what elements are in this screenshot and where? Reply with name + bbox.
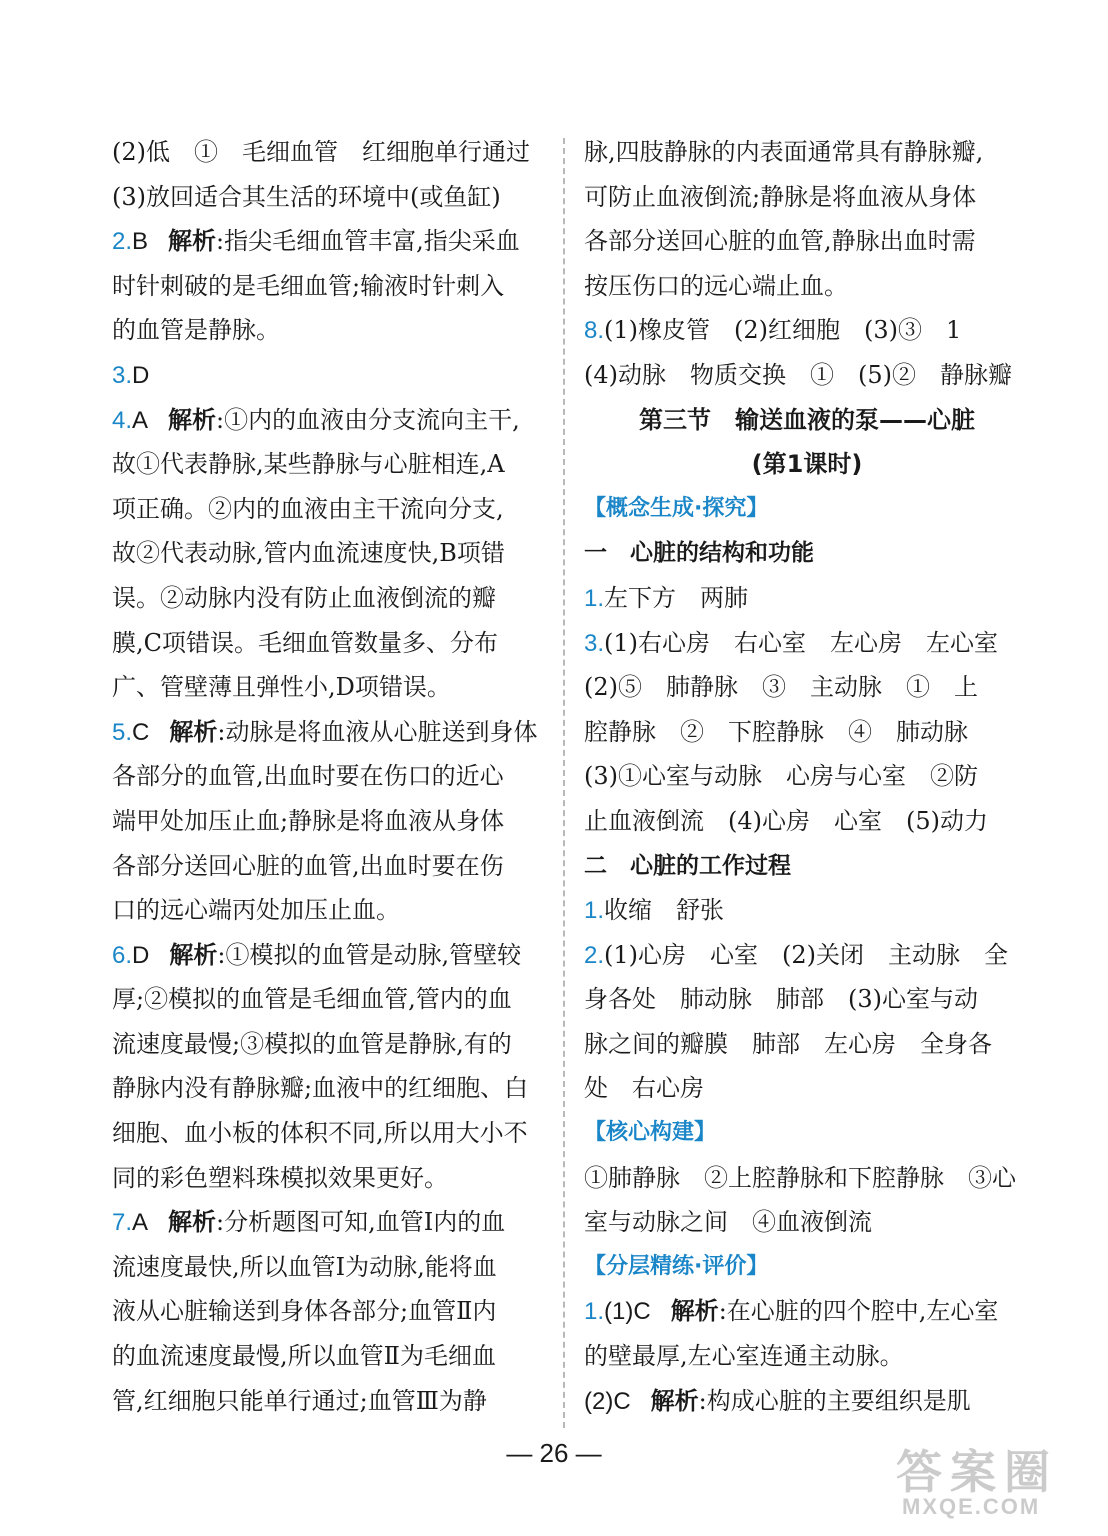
line-text: (1)心房 心室 (2)关闭 主动脉 全: [604, 940, 1009, 969]
subsection-heading: 一 心脏的结构和功能: [584, 540, 814, 567]
question-number: 2.: [584, 941, 605, 969]
page-number: — 26 —: [506, 1438, 602, 1468]
line-text: 液从心脏输送到身体各部分;血管Ⅱ内: [112, 1297, 497, 1326]
answer-choice: B: [132, 228, 149, 256]
text-line: [584, 621, 1030, 666]
text-line: [584, 888, 1030, 933]
text-line: [112, 621, 542, 666]
line-text: 止血液倒流 (4)心房 心室 (5)动力: [584, 806, 988, 835]
analysis-label: 解析: [168, 405, 217, 434]
text-line: [112, 844, 542, 889]
text-line: [584, 353, 1030, 398]
line-text: 厚;②模拟的血管是毛细血管,管内的血: [112, 985, 512, 1014]
text-line: [584, 130, 1030, 175]
text-line: [112, 1245, 542, 1290]
text-line: [112, 1289, 542, 1334]
question-number: 2.: [112, 228, 133, 256]
text-line: [112, 799, 542, 844]
left-column: [112, 130, 542, 1423]
line-text: 端甲处加压止血;静脉是将血液从身体: [112, 806, 505, 835]
text-line: [584, 1022, 1030, 1067]
text-line: [112, 1066, 542, 1111]
text-line: [584, 1200, 1030, 1245]
text-line: [112, 175, 542, 220]
text-line: [112, 576, 542, 621]
line-text: ①肺静脉 ②上腔静脉和下腔静脉 ③心: [584, 1163, 1016, 1192]
question-number: 7.: [112, 1209, 133, 1237]
analysis-label: 解析: [650, 1386, 699, 1415]
line-text: 各部分的血管,出血时要在伤口的近心: [112, 762, 504, 791]
line-text: :指尖毛细血管丰富,指尖采血: [216, 227, 520, 256]
line-text: (3)①心室与动脉 心房与心室 ②防: [584, 762, 978, 791]
section-tag: 【分层精练·评价】: [584, 1253, 769, 1279]
section-heading: 第三节 输送血液的泵——心脏: [639, 405, 975, 434]
answer-choice: (2)C: [584, 1387, 631, 1415]
line-text: 时针刺破的是毛细血管;输液时针刺入: [112, 271, 505, 300]
text-line: [112, 353, 542, 398]
right-column: [584, 130, 1030, 1423]
text-line: [584, 1289, 1030, 1334]
line-text: (3)放回适合其生活的环境中(或鱼缸): [112, 182, 501, 211]
text-line: [112, 754, 542, 799]
line-text: 可防止血液倒流;静脉是将血液从身体: [584, 182, 977, 211]
text-line: [112, 130, 542, 175]
question-number: 1.: [584, 584, 605, 612]
analysis-label: 解析: [169, 717, 218, 746]
text-line: [584, 977, 1030, 1022]
question-number: 8.: [584, 317, 605, 345]
subsection-heading: 二 心脏的工作过程: [584, 852, 791, 879]
line-text: 收缩 舒张: [604, 896, 725, 925]
text-line: [112, 487, 542, 532]
text-line: [584, 219, 1030, 264]
line-text: :①模拟的血管是动脉,管壁较: [217, 940, 522, 969]
text-line: [584, 264, 1030, 309]
line-text: 广、管壁薄且弹性小,D项错误。: [112, 673, 451, 702]
question-number: 1.: [584, 897, 605, 925]
text-line: [584, 933, 1030, 978]
text-line: [584, 1156, 1030, 1201]
line-text: 管,红细胞只能单行通过;血管Ⅲ为静: [112, 1386, 487, 1415]
line-text: 膜,C项错误。毛细血管数量多、分布: [112, 628, 498, 657]
question-number: 3.: [112, 361, 133, 389]
text-line: [584, 1334, 1030, 1379]
text-line: [112, 1111, 542, 1156]
text-line: [584, 175, 1030, 220]
text-line: [584, 665, 1030, 710]
answer-choice: D: [132, 361, 150, 389]
answer-choice: A: [132, 1209, 149, 1237]
line-text: 的血流速度最慢,所以血管Ⅱ为毛细血: [112, 1342, 496, 1371]
line-text: 腔静脉 ② 下腔静脉 ④ 肺动脉: [584, 717, 968, 746]
watermark-logo: [884, 1436, 1094, 1522]
question-number: 6.: [112, 941, 133, 969]
question-number: 5.: [112, 718, 133, 746]
answer-choice: D: [132, 941, 150, 969]
line-text: 的血管是静脉。: [112, 316, 280, 345]
line-text: 细胞、血小板的体积不同,所以用大小不: [112, 1119, 528, 1148]
text-line: [112, 1334, 542, 1379]
line-text: 室与动脉之间 ④血液倒流: [584, 1208, 872, 1237]
text-line: [584, 710, 1030, 755]
line-text: (4)动脉 物质交换 ① (5)② 静脉瓣: [584, 360, 1012, 389]
text-line: [584, 1379, 1030, 1424]
line-text: 静脉内没有静脉瓣;血液中的红细胞、白: [112, 1074, 529, 1103]
section-tag: 【概念生成·探究】: [584, 495, 769, 521]
line-text: :分析题图可知,血管Ⅰ内的血: [216, 1208, 506, 1237]
line-text: (1)右心房 右心室 左心房 左心室: [604, 628, 999, 657]
line-text: 同的彩色塑料珠模拟效果更好。: [112, 1163, 448, 1192]
text-line: [584, 308, 1030, 353]
analysis-label: 解析: [670, 1297, 719, 1326]
watermark-url: MXQE.COM: [902, 1494, 1041, 1519]
text-line: [112, 531, 542, 576]
text-line: [112, 933, 542, 978]
text-line: [112, 710, 542, 755]
text-line: [112, 665, 542, 710]
answer-choice: C: [132, 718, 150, 746]
line-text: 口的远心端丙处加压止血。: [112, 896, 400, 925]
answer-choice: (1)C: [604, 1298, 651, 1326]
text-line: [112, 264, 542, 309]
text-line: [112, 219, 542, 264]
section-tag: 【核心构建】: [584, 1120, 717, 1146]
line-text: 故②代表动脉,管内血流速度快,B项错: [112, 539, 505, 568]
line-text: 的壁最厚,左心室连通主动脉。: [584, 1342, 904, 1371]
line-text: (2)⑤ 肺静脉 ③ 主动脉 ① 上: [584, 673, 978, 702]
line-text: :动脉是将血液从心脏送到身体: [217, 717, 538, 746]
line-text: 处 右心房: [584, 1074, 704, 1103]
line-text: :在心脏的四个腔中,左心室: [718, 1297, 999, 1326]
text-line: [584, 576, 1030, 621]
line-text: 脉,四肢静脉的内表面通常具有静脉瓣,: [584, 138, 984, 166]
answer-choice: A: [132, 406, 149, 434]
text-line: [112, 1379, 542, 1424]
text-line: [112, 888, 542, 933]
line-text: :构成心脏的主要组织是肌: [698, 1386, 971, 1415]
question-number: 4.: [112, 406, 133, 434]
line-text: 流速度最慢;③模拟的血管是静脉,有的: [112, 1029, 512, 1058]
line-text: :①内的血液由分支流向主干,: [216, 405, 520, 434]
line-text: (1)橡皮管 (2)红细胞 (3)③ 1: [604, 316, 962, 345]
column-divider: [563, 138, 565, 1428]
line-text: 误。②动脉内没有防止血液倒流的瓣: [112, 583, 496, 612]
text-line: [112, 398, 542, 443]
text-line: [112, 1156, 542, 1201]
line-text: 左下方 两肺: [604, 583, 749, 612]
text-line: [584, 1066, 1030, 1111]
question-number: 1.: [584, 1298, 605, 1326]
text-line: [584, 799, 1030, 844]
line-text: 按压伤口的远心端止血。: [584, 271, 848, 300]
line-text: 流速度最快,所以血管Ⅰ为动脉,能将血: [112, 1252, 497, 1281]
line-text: 各部分送回心脏的血管,静脉出血时需: [584, 227, 976, 256]
section-heading: (第1课时): [751, 450, 863, 479]
text-line: [112, 442, 542, 487]
analysis-label: 解析: [169, 940, 218, 969]
line-text: 故①代表静脉,某些静脉与心脏相连,A: [112, 450, 505, 479]
text-line: [112, 1022, 542, 1067]
line-text: 各部分送回心脏的血管,出血时要在伤: [112, 851, 504, 880]
line-text: 项正确。②内的血液由主干流向分支,: [112, 494, 504, 523]
question-number: 3.: [584, 629, 605, 657]
analysis-label: 解析: [168, 1208, 217, 1237]
text-line: [112, 1200, 542, 1245]
analysis-label: 解析: [168, 227, 217, 256]
text-line: [112, 977, 542, 1022]
text-line: [112, 308, 542, 353]
line-text: (2)低 ① 毛细血管 红细胞单行通过: [112, 138, 530, 166]
watermark-title: 答案圈: [896, 1445, 1058, 1499]
text-line: [584, 754, 1030, 799]
line-text: 身各处 肺动脉 肺部 (3)心室与动: [584, 985, 978, 1014]
line-text: 脉之间的瓣膜 肺部 左心房 全身各: [584, 1029, 992, 1058]
